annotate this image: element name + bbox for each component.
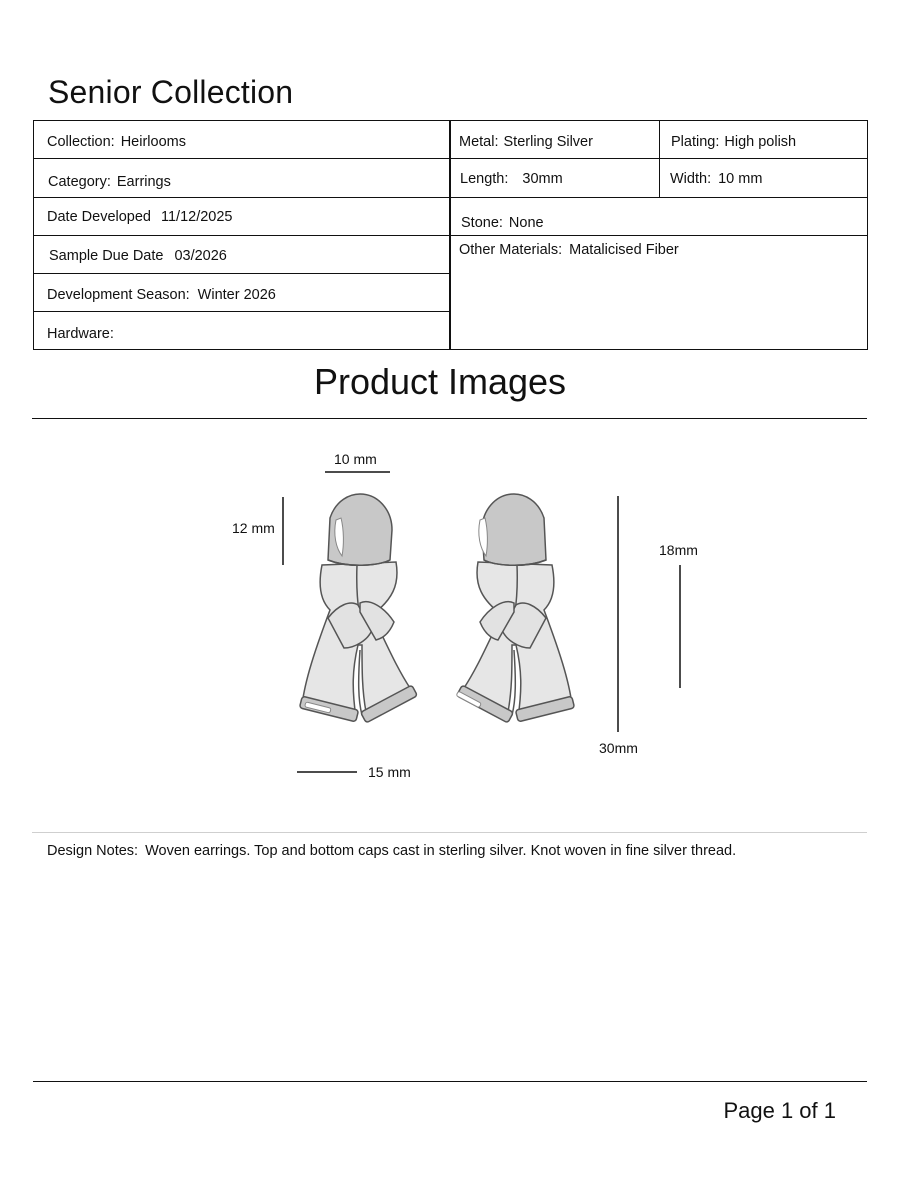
notes-divider xyxy=(32,832,867,833)
design-notes-label: Design Notes: xyxy=(47,843,139,859)
bottom-width-dimension: 15 mm xyxy=(368,764,411,780)
date-developed-label: Date Developed xyxy=(47,209,151,225)
metal-value: Sterling Silver xyxy=(503,134,593,150)
category-label: Category: xyxy=(48,174,111,190)
length-label: Length: xyxy=(460,171,509,187)
season-label: Development Season: xyxy=(47,287,190,303)
page-number: Page 1 of 1 xyxy=(723,1098,836,1123)
width-value: 10 mm xyxy=(718,171,763,187)
stone-value: None xyxy=(508,215,544,231)
category-cell xyxy=(33,158,450,198)
sample-due-value: 03/2026 xyxy=(174,248,227,264)
page-title: Senior Collection xyxy=(48,74,294,110)
collection-label: Collection: xyxy=(47,134,115,150)
footer-divider xyxy=(33,1081,867,1082)
hardware-cell xyxy=(33,311,450,350)
stone-label: Stone: xyxy=(461,215,503,231)
metal-cell xyxy=(450,120,660,159)
date-developed-value: 11/12/2025 xyxy=(161,209,233,225)
earring-left xyxy=(299,494,417,723)
category-value: Earrings xyxy=(116,174,171,190)
total-length-dimension: 30mm xyxy=(599,740,638,756)
metal-label: Metal: xyxy=(459,134,499,150)
season-cell xyxy=(33,273,450,312)
sample-due-label: Sample Due Date xyxy=(49,248,164,264)
other-materials-label: Other Materials: xyxy=(459,242,563,258)
right-cap-highlight xyxy=(479,518,488,556)
width-label: Width: xyxy=(670,171,712,187)
plating-cell xyxy=(659,120,868,159)
sample-due-cell xyxy=(33,235,450,274)
length-cell xyxy=(450,158,660,198)
collection-cell xyxy=(33,120,450,159)
earring-right xyxy=(456,494,574,723)
stone-cell xyxy=(450,197,868,236)
collection-value: Heirlooms xyxy=(120,134,186,150)
date-developed-cell xyxy=(33,197,450,236)
section-divider xyxy=(32,418,867,419)
width-cell xyxy=(659,158,868,198)
other-materials-cell xyxy=(450,235,868,350)
top-width-dimension: 10 mm xyxy=(334,451,377,467)
design-notes xyxy=(47,842,736,860)
length-value: 30mm xyxy=(522,171,563,187)
cap-height-dimension: 12 mm xyxy=(232,520,275,536)
design-notes-text: Woven earrings. Top and bottom caps cast in sterling silver. Knot woven in fine silver thread. xyxy=(145,843,737,859)
hardware-label: Hardware: xyxy=(47,326,114,342)
section-title: Product Images xyxy=(313,361,567,402)
plating-label: Plating: xyxy=(671,134,720,150)
season-value: Winter 2026 xyxy=(197,287,276,303)
plating-value: High polish xyxy=(724,134,797,150)
other-materials-value: Matalicised Fiber xyxy=(569,242,679,258)
earrings-illustration xyxy=(0,430,900,830)
knot-height-dimension: 18mm xyxy=(659,542,698,558)
right-top-cap xyxy=(482,494,546,565)
